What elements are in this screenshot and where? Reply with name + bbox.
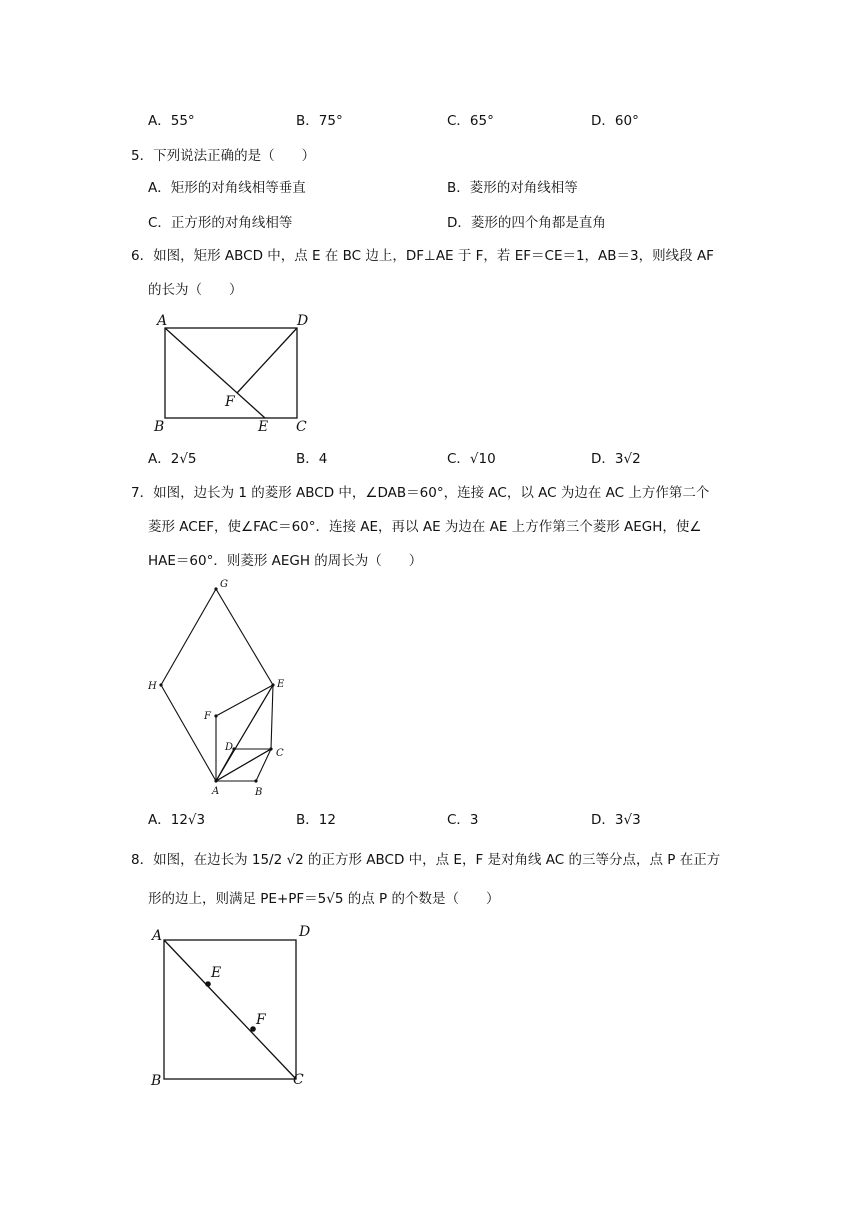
q7-stem-line3: HAE＝60°．则菱形 AEGH 的周长为（ ） xyxy=(148,553,423,569)
q8-label-a: A xyxy=(152,928,163,944)
q7-option-a: A．12√3 xyxy=(148,812,206,828)
q8-figure xyxy=(145,920,320,1090)
q7-label-f: F xyxy=(204,711,211,722)
q7-label-c: C xyxy=(276,748,284,759)
q8-point-f xyxy=(250,1026,256,1032)
q6-option-b: B．4 xyxy=(296,451,328,467)
q7-stem-line1: 7．如图，边长为 1 的菱形 ABCD 中，∠DAB＝60°，连接 AC，以 AC 为边在 AC 上方作第二个 xyxy=(131,485,710,501)
q6-option-c: C．√10 xyxy=(447,451,496,467)
q4-option-b: B．75° xyxy=(296,113,343,129)
q5-stem: 5．下列说法正确的是（ ） xyxy=(131,148,316,164)
q5-option-c: C．正方形的对角线相等 xyxy=(148,215,293,231)
q8-label-f: F xyxy=(256,1012,266,1028)
q7-stem-line2: 菱形 ACEF，使∠FAC＝60°．连接 AE，再以 AE 为边在 AE 上方作第三个菱形 AEGH，使∠ xyxy=(148,519,702,535)
q7-label-g: G xyxy=(220,579,228,590)
q7-label-a: A xyxy=(212,786,220,797)
q6-label-e: E xyxy=(258,419,269,435)
q6-segment-ae xyxy=(165,328,265,418)
q6-label-c: C xyxy=(296,419,307,435)
q7-label-d: D xyxy=(225,742,234,753)
q6-label-b: B xyxy=(154,419,165,435)
q8-stem-line1: 8．如图，在边长为 15/2 √2 的正方形 ABCD 中，点 E，F 是对角线 AC 的三等分点，点 P 在正方 xyxy=(131,852,721,868)
q7-label-b: B xyxy=(255,787,263,798)
q6-stem-line2: 的长为（ ） xyxy=(148,282,243,298)
q7-segment-ac xyxy=(216,749,271,781)
q8-label-b: B xyxy=(151,1073,162,1089)
q7-option-d: D．3√3 xyxy=(591,812,641,828)
q6-stem-line1: 6．如图，矩形 ABCD 中，点 E 在 BC 边上，DF⊥AE 于 F，若 EF＝CE＝1，AB＝3，则线段 AF xyxy=(131,248,714,264)
q4-option-c: C．65° xyxy=(447,113,494,129)
q8-label-c: C xyxy=(293,1072,304,1088)
q7-label-h: H xyxy=(148,681,157,692)
q4-option-d: D．60° xyxy=(591,113,639,129)
q5-option-a: A．矩形的对角线相等垂直 xyxy=(148,180,306,196)
q7-rhombus-aegh xyxy=(161,589,273,781)
q8-label-d: D xyxy=(299,924,311,940)
q4-option-a: A．55° xyxy=(148,113,195,129)
q5-option-d: D．菱形的四个角都是直角 xyxy=(447,215,606,231)
q6-label-f: F xyxy=(225,394,235,410)
q7-figure xyxy=(140,575,300,800)
q8-diagonal-ac xyxy=(164,940,296,1079)
q6-label-d: D xyxy=(297,313,309,329)
q7-label-e: E xyxy=(277,679,285,690)
q6-segment-df xyxy=(237,328,297,393)
q6-option-a: A．2√5 xyxy=(148,451,197,467)
q8-point-e xyxy=(205,981,211,987)
q8-stem-line2: 形的边上，则满足 PE+PF＝5√5 的点 P 的个数是（ ） xyxy=(148,891,500,907)
q5-option-b: B．菱形的对角线相等 xyxy=(447,180,578,196)
q8-label-e: E xyxy=(211,965,222,981)
q7-option-b: B．12 xyxy=(296,812,336,828)
q6-label-a: A xyxy=(157,313,168,329)
q6-option-d: D．3√2 xyxy=(591,451,641,467)
q6-figure xyxy=(150,310,320,440)
q7-option-c: C．3 xyxy=(447,812,479,828)
